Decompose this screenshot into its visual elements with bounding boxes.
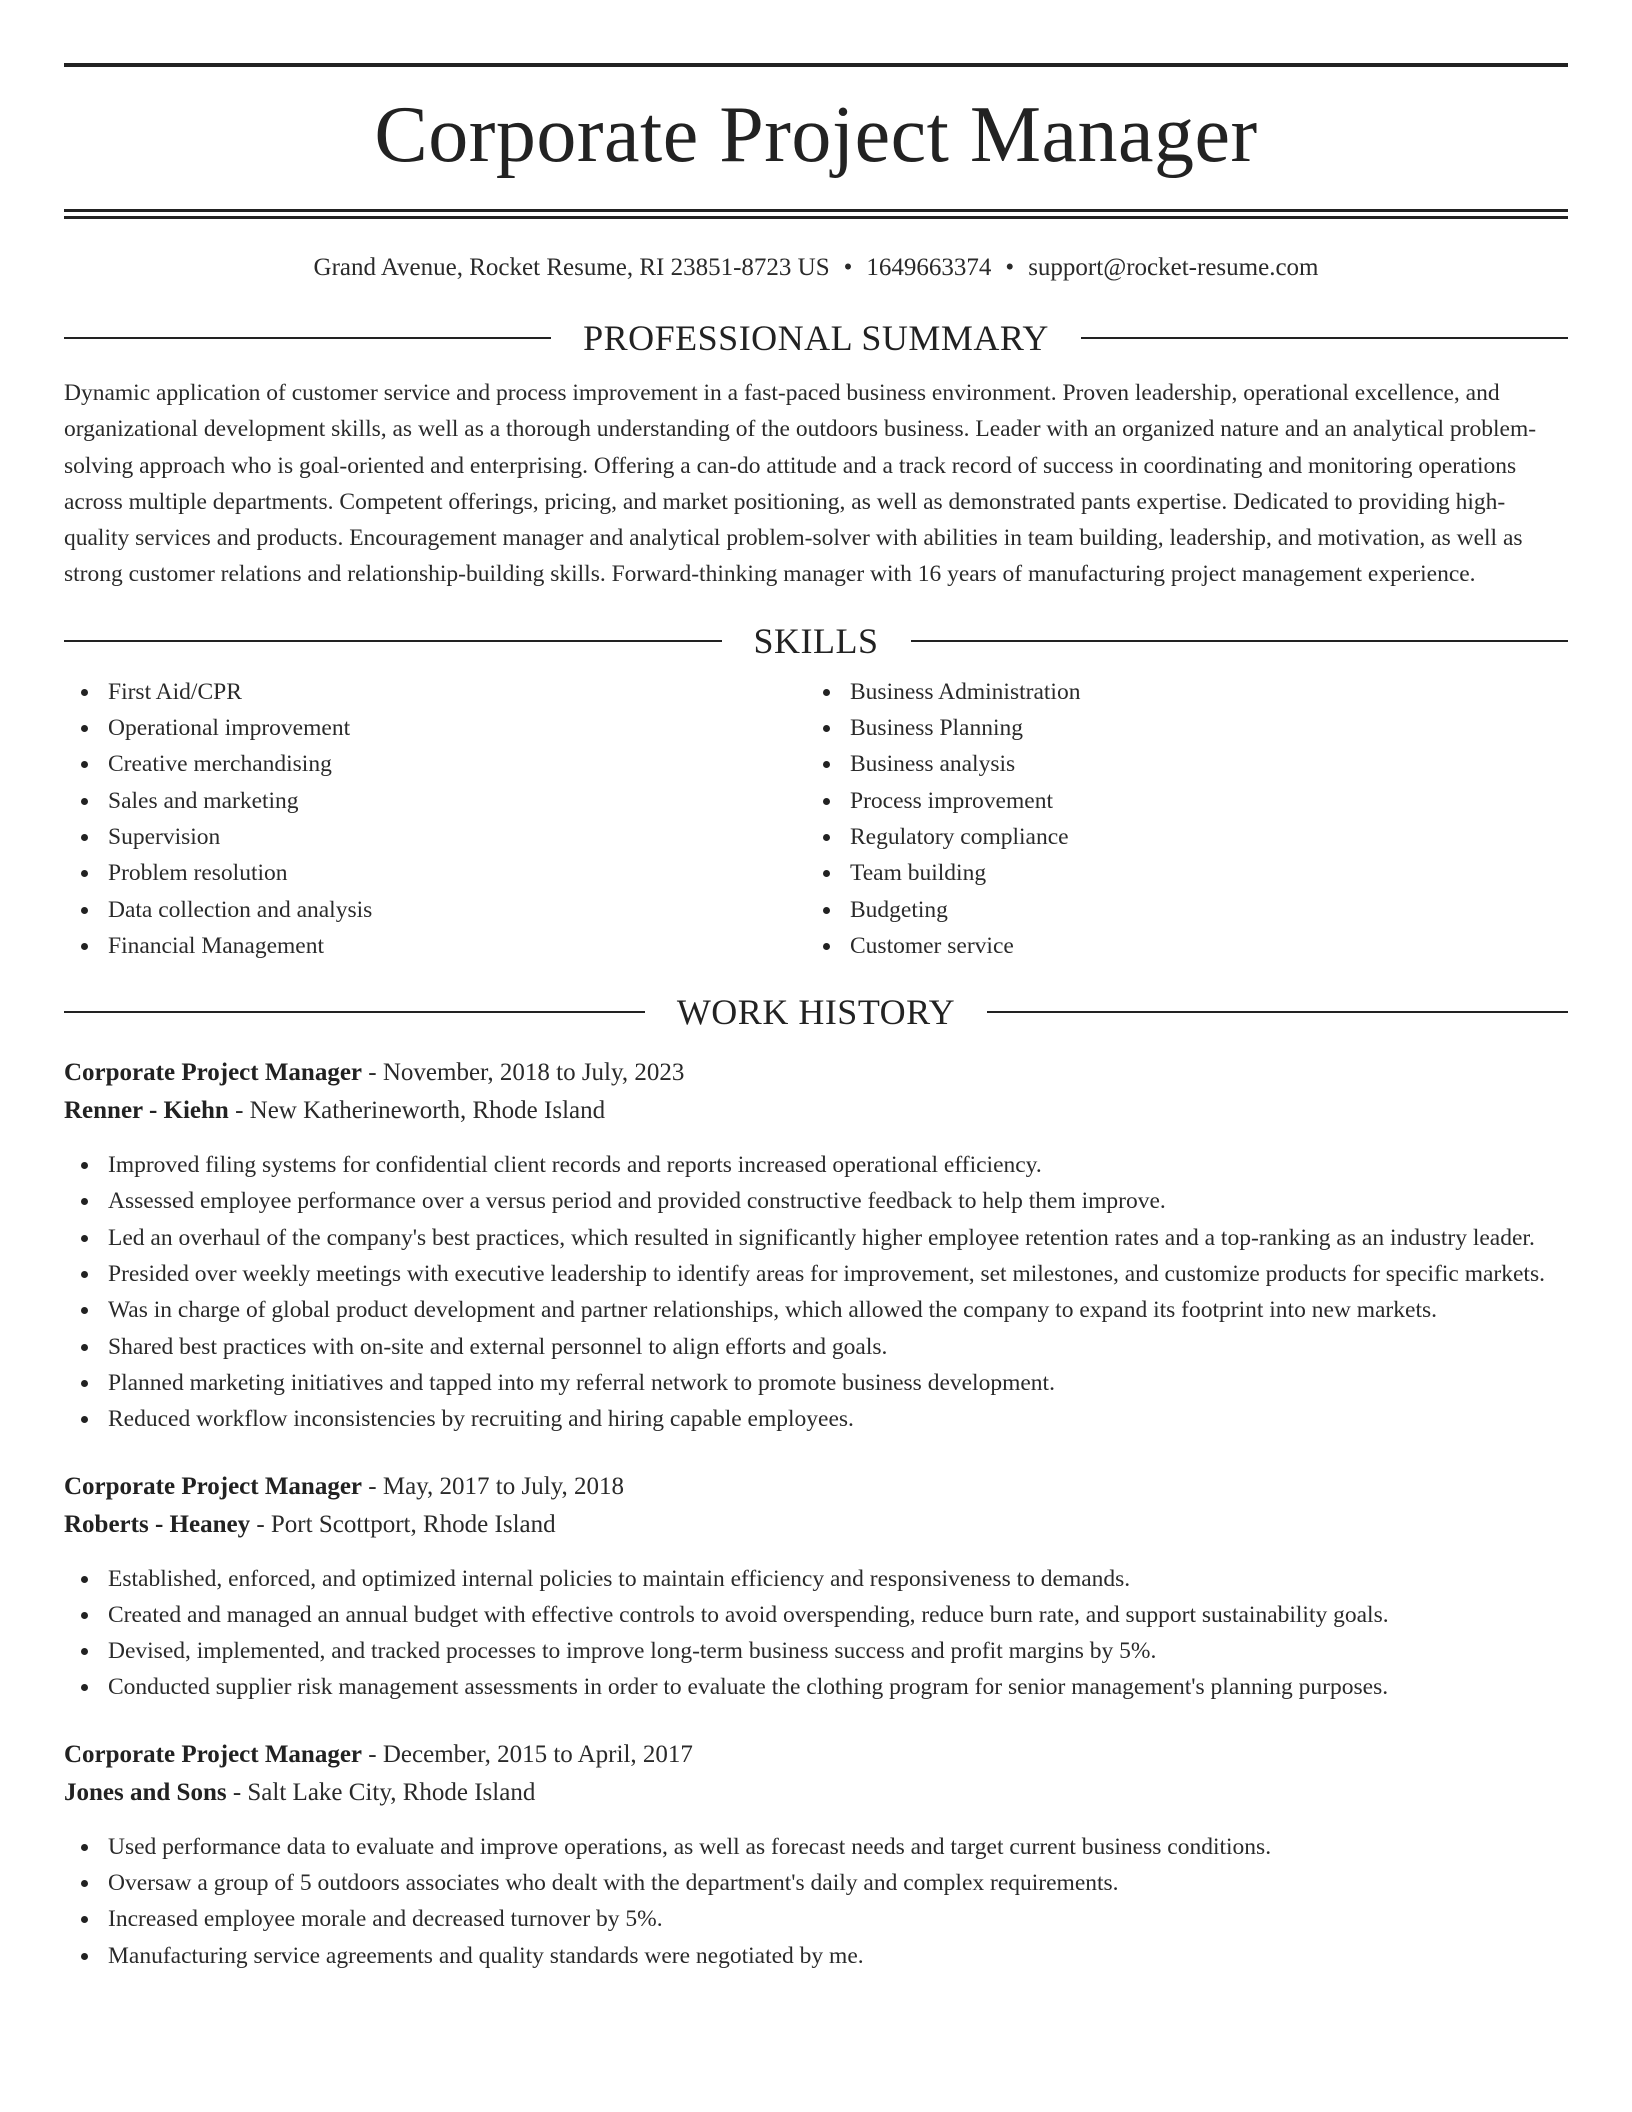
section-title: PROFESSIONAL SUMMARY	[583, 318, 1049, 358]
job-bullet: Created and managed an annual budget with effective controls to avoid overspending, reduce burn rate, and support sustainability goals.	[64, 1597, 1568, 1633]
job-company-line	[64, 1092, 1568, 1130]
job-bullet: Reduced workflow inconsistencies by recruiting and hiring capable employees.	[64, 1401, 1568, 1437]
job-title-line	[64, 1468, 1568, 1506]
job-position: Corporate Project Manager	[64, 1059, 363, 1087]
skills-list	[64, 674, 1568, 964]
contact-phone: 1649663374	[866, 254, 992, 281]
resume-page	[64, 0, 1568, 1974]
job-bullet: Devised, implemented, and tracked processes to improve long-term business success and profit margins by 5%.	[64, 1633, 1568, 1669]
job-bullet: Conducted supplier risk management assessments in order to evaluate the clothing program for senior management's planning purposes.	[64, 1669, 1568, 1705]
skill-item: Business Planning	[806, 710, 1548, 746]
contact-email: support@rocket-resume.com	[1028, 254, 1319, 281]
job-location: - Salt Lake City, Rhode Island	[226, 1778, 536, 1806]
summary-text: Dynamic application of customer service and process improvement in a fast-paced business environment. Proven leadership, operational excellence, and organizational development skills, as well as a thorough understanding of the outdoors business. Leader with an organized nature and an analytical problem-solving approach who is goal-oriented and enterprising. Offering a can-do attitude and a track record of success in coordinating and monitoring operations across multiple departments. Competent offerings, pricing, and market positioning, as well as demonstrated pants expertise. Dedicated to providing high-quality services and products. Encouragement manager and analytical problem-solver with abilities in team building, leadership, and motivation, as well as strong customer relations and relationship-building skills. Forward-thinking manager with 16 years of manufacturing project management experience.	[64, 380, 1537, 588]
job-bullet: Established, enforced, and optimized internal policies to maintain efficiency and responsiveness to demands.	[64, 1561, 1568, 1597]
job-bullets	[64, 1147, 1568, 1437]
job-bullet: Improved filing systems for confidential client records and reports increased operational efficiency.	[64, 1147, 1568, 1183]
job-bullets	[64, 1829, 1568, 1974]
section-rule	[911, 640, 1569, 642]
skill-item: Team building	[806, 855, 1548, 891]
job-position: Corporate Project Manager	[64, 1472, 363, 1500]
skill-item: Customer service	[806, 928, 1548, 964]
section-rule	[64, 640, 722, 642]
job-bullet: Manufacturing service agreements and quality standards were negotiated by me.	[64, 1938, 1568, 1974]
section-work-heading	[64, 992, 1568, 1032]
resume-name: Corporate Project Manager	[374, 91, 1258, 179]
skill-item: Data collection and analysis	[64, 892, 806, 928]
skill-item: Problem resolution	[64, 855, 806, 891]
section-title: WORK HISTORY	[676, 992, 956, 1033]
contact-separator: •	[843, 254, 853, 281]
job-entry	[64, 1468, 1568, 1706]
job-location: - New Katherineworth, Rhode Island	[228, 1097, 606, 1125]
skill-item: First Aid/CPR	[64, 674, 806, 710]
job-bullet: Assessed employee performance over a versus period and provided constructive feedback to help them improve.	[64, 1183, 1568, 1219]
job-bullet: Oversaw a group of 5 outdoors associates who dealt with the department's daily and complex requirements.	[64, 1865, 1568, 1901]
job-company-line	[64, 1506, 1568, 1544]
job-bullets	[64, 1561, 1568, 1706]
skill-item: Business analysis	[806, 746, 1548, 782]
job-bullet: Presided over weekly meetings with executive leadership to identify areas for improvement, set milestones, and customize products for specific markets.	[64, 1256, 1568, 1292]
header-top-rule	[64, 63, 1568, 67]
skills-column-left	[64, 674, 806, 964]
header-double-rule	[64, 209, 1568, 219]
job-bullet: Planned marketing initiatives and tapped into my referral network to promote business development.	[64, 1365, 1568, 1401]
section-rule	[64, 1011, 645, 1013]
contact-separator: •	[1005, 254, 1015, 281]
job-bullet: Shared best practices with on-site and external personnel to align efforts and goals.	[64, 1329, 1568, 1365]
job-dates: - December, 2015 to April, 2017	[362, 1740, 693, 1768]
skill-item: Creative merchandising	[64, 746, 806, 782]
job-company-line	[64, 1774, 1568, 1812]
job-bullet: Increased employee morale and decreased turnover by 5%.	[64, 1901, 1568, 1937]
skill-item: Budgeting	[806, 892, 1548, 928]
job-dates: - May, 2017 to July, 2018	[362, 1472, 625, 1500]
skill-item: Financial Management	[64, 928, 806, 964]
job-title-line	[64, 1054, 1568, 1092]
skill-item: Sales and marketing	[64, 783, 806, 819]
skill-item: Business Administration	[806, 674, 1548, 710]
section-summary-heading	[64, 318, 1568, 358]
job-bullet: Used performance data to evaluate and improve operations, as well as forecast needs and target current business conditions.	[64, 1829, 1568, 1865]
job-company: Roberts - Heaney	[64, 1510, 251, 1538]
section-skills-heading	[64, 621, 1568, 661]
skill-item: Process improvement	[806, 783, 1548, 819]
skill-item: Regulatory compliance	[806, 819, 1548, 855]
job-company: Jones and Sons	[64, 1778, 227, 1806]
job-entry	[64, 1736, 1568, 1974]
job-dates: - November, 2018 to July, 2023	[362, 1059, 685, 1087]
job-title-line	[64, 1736, 1568, 1774]
job-bullet: Was in charge of global product development and partner relationships, which allowed the company to expand its footprint into new markets.	[64, 1292, 1568, 1328]
job-entry	[64, 1054, 1568, 1437]
skill-item: Operational improvement	[64, 710, 806, 746]
job-bullet: Led an overhaul of the company's best practices, which resulted in significantly higher employee retention rates and a top-ranking as an industry leader.	[64, 1220, 1568, 1256]
job-company: Renner - Kiehn	[64, 1097, 229, 1125]
skill-item: Supervision	[64, 819, 806, 855]
section-rule	[64, 337, 551, 339]
contact-address: Grand Avenue, Rocket Resume, RI 23851-8723 US	[313, 254, 830, 281]
section-rule	[987, 1011, 1568, 1013]
skills-column-right	[806, 674, 1548, 964]
job-location: - Port Scottport, Rhode Island	[250, 1510, 556, 1538]
section-title: SKILLS	[753, 620, 879, 661]
section-rule	[1081, 337, 1568, 339]
job-position: Corporate Project Manager	[64, 1740, 363, 1768]
contact-line	[64, 253, 1568, 283]
